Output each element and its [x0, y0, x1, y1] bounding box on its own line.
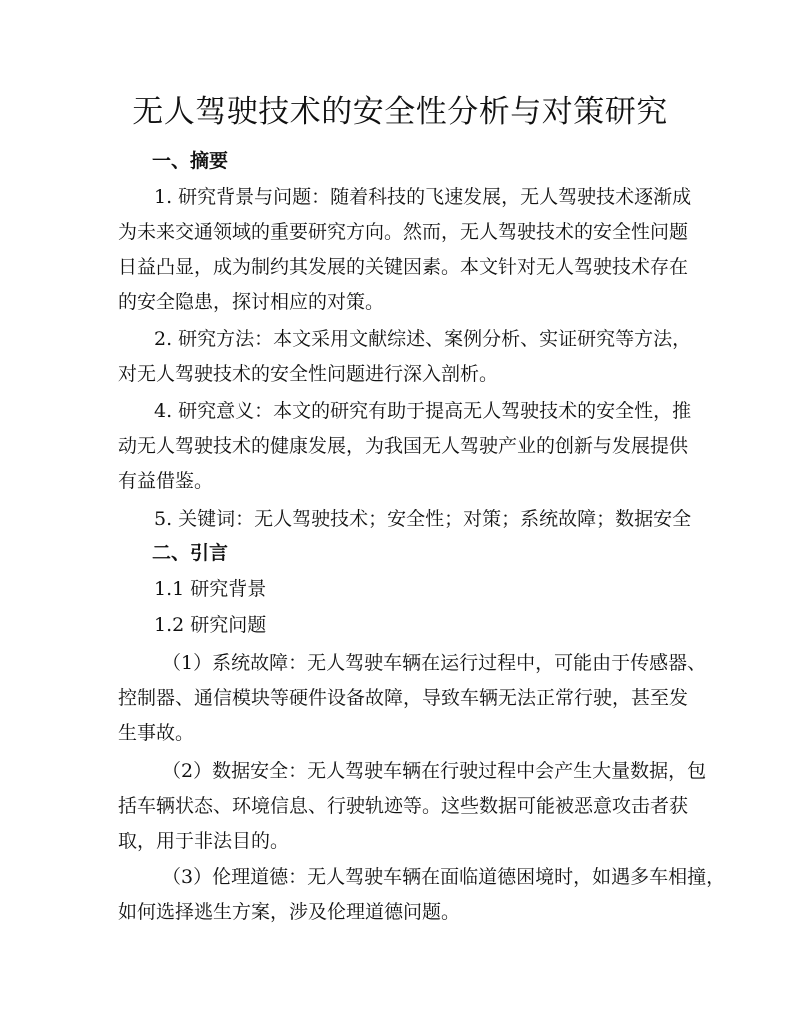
- question-paragraph-data-security: [118, 754, 707, 859]
- paragraph-line: （1）系统故障：无人驾驶车辆在运行过程中，可能由于传感器、: [162, 652, 707, 674]
- paragraph-line: 如何选择逃生方案，涉及伦理道德问题。: [118, 901, 461, 923]
- section-heading-introduction: 二、引言: [152, 542, 229, 564]
- abstract-paragraph-method: [118, 322, 692, 392]
- paragraph-line: 动无人驾驶技术的健康发展，为我国无人驾驶产业的创新与发展提供: [118, 435, 689, 457]
- paragraph-line: 对无人驾驶技术的安全性问题进行深入剖析。: [118, 363, 499, 385]
- paragraph-line: （2）数据安全：无人驾驶车辆在行驶过程中会产生大量数据，包: [162, 760, 707, 782]
- paragraph-line: 有益借鉴。: [118, 470, 214, 492]
- question-paragraph-system-failure: [118, 646, 707, 751]
- abstract-paragraph-keywords: [118, 502, 692, 537]
- paragraph-line: 生事故。: [118, 722, 195, 744]
- document-title: 无人驾驶技术的安全性分析与对策研究: [132, 94, 668, 130]
- paragraph-line: 取，用于非法目的。: [118, 830, 290, 852]
- paragraph-line: 的安全隐患，探讨相应的对策。: [118, 291, 385, 313]
- abstract-paragraph-background: [118, 180, 692, 320]
- section-heading-abstract: 一、摘要: [152, 150, 229, 172]
- subsection-heading-questions: 1.2 研究问题: [154, 614, 267, 636]
- paragraph-line: 2. 研究方法：本文采用文献综述、案例分析、实证研究等方法，: [154, 328, 692, 350]
- paragraph-line: （3）伦理道德：无人驾驶车辆在面临道德困境时，如遇多车相撞，: [162, 866, 726, 888]
- paragraph-line: 1. 研究背景与问题：随着科技的飞速发展，无人驾驶技术逐渐成: [154, 186, 692, 208]
- paragraph-line: 控制器、通信模块等硬件设备故障，导致车辆无法正常行驶，甚至发: [118, 687, 689, 709]
- paragraph-line: 日益凸显，成为制约其发展的关键因素。本文针对无人驾驶技术存在: [118, 256, 689, 278]
- paragraph-line: 5. 关键词：无人驾驶技术；安全性；对策；系统故障；数据安全: [154, 508, 692, 530]
- subsection-heading-background: 1.1 研究背景: [154, 578, 267, 600]
- question-paragraph-ethics: [118, 860, 726, 930]
- abstract-paragraph-significance: [118, 394, 692, 499]
- paragraph-line: 括车辆状态、环境信息、行驶轨迹等。这些数据可能被恶意攻击者获: [118, 795, 689, 817]
- paragraph-line: 4. 研究意义：本文的研究有助于提高无人驾驶技术的安全性，推: [154, 400, 692, 422]
- paragraph-line: 为未来交通领域的重要研究方向。然而，无人驾驶技术的安全性问题: [118, 221, 689, 243]
